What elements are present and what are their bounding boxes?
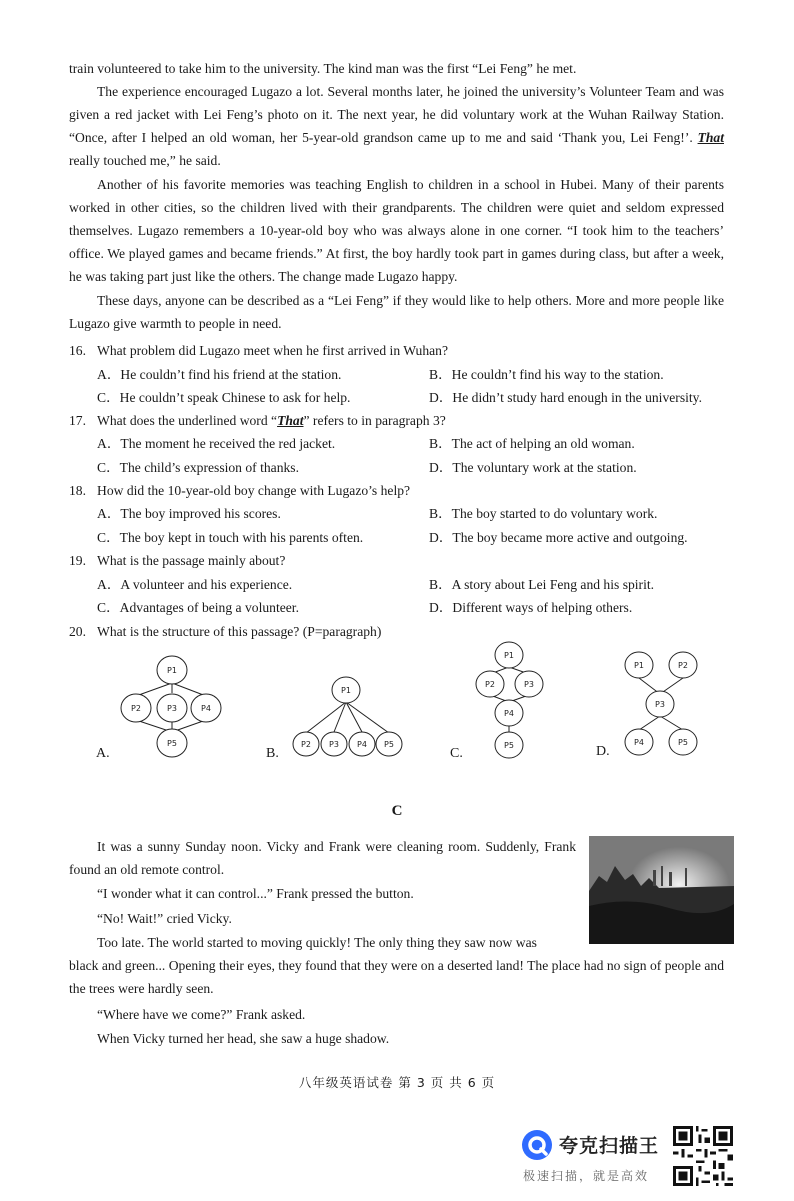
- paragraph-2: [69, 80, 724, 172]
- node-p3: P3: [524, 680, 534, 689]
- qr-code-icon: [673, 1126, 733, 1186]
- question-stem: How did the 10-year-old boy change with Lugazo’s help?: [97, 483, 411, 498]
- story-paragraph-3: “No! Wait!” cried Vicky.: [97, 911, 232, 926]
- question-number: 17.: [69, 413, 86, 428]
- question-number: 18.: [69, 483, 86, 498]
- story-photo: [589, 836, 734, 944]
- story-paragraph-4-cont: black and green... Opening their eyes, they found that they were on a deserted land! The place had no sign of people and the trees were hardly seen.: [69, 958, 724, 996]
- option-18-b[interactable]: B．The boy started to do voluntary work.: [429, 506, 658, 521]
- underlined-word-that: That: [697, 130, 724, 145]
- node-p3: P3: [329, 740, 339, 749]
- option-16-b[interactable]: B．He couldn’t find his way to the station.: [429, 367, 664, 382]
- story-paragraph-6: When Vicky turned her head, she saw a huge shadow.: [97, 1031, 390, 1046]
- node-p5: P5: [678, 738, 688, 747]
- node-p5: P5: [504, 741, 514, 750]
- option-19-d[interactable]: D．Different ways of helping others.: [429, 600, 633, 615]
- question-16: [69, 339, 448, 362]
- node-p2: P2: [301, 740, 311, 749]
- node-p2: P2: [678, 661, 688, 670]
- option-18-a[interactable]: A．The boy improved his scores.: [97, 506, 281, 521]
- node-p1: P1: [167, 666, 177, 675]
- section-title: C: [391, 803, 403, 819]
- diagram-c-label[interactable]: C.: [450, 746, 463, 761]
- node-p4: P4: [504, 709, 514, 718]
- node-p3: P3: [167, 704, 177, 713]
- option-17-a[interactable]: A．The moment he received the red jacket.: [97, 436, 336, 451]
- question-stem-pre: What does the underlined word “: [97, 413, 278, 428]
- option-18-d[interactable]: D．The boy became more active and outgoing.: [429, 530, 688, 545]
- paragraph-2-end: really touched me,” he said.: [69, 153, 221, 168]
- question-stem: What problem did Lugazo meet when he first arrived in Wuhan?: [97, 343, 449, 358]
- option-17-b[interactable]: B．The act of helping an old woman.: [429, 436, 635, 451]
- node-p4: P4: [634, 738, 644, 747]
- story-paragraph-1: It was a sunny Sunday noon. Vicky and Frank were cleaning room. Suddenly, Frank found an old remote control.: [69, 839, 576, 877]
- node-p5: P5: [167, 739, 177, 748]
- deserted-land-image: [589, 836, 734, 944]
- diagram-b-label[interactable]: B.: [266, 746, 279, 761]
- question-number: 16.: [69, 343, 86, 358]
- option-17-c[interactable]: C．The child’s expression of thanks.: [97, 460, 299, 475]
- passage-line: train volunteered to take him to the university. The kind man was the first “Lei Feng” he met.: [69, 61, 577, 76]
- paragraph-2-text: The experience encouraged Lugazo a lot. Several months later, he joined the university’s Volunteer Team and was given a red jacket with Lei Feng’s photo on it. The next year, he did voluntary work at the Wuhan Railway Station. “Once, after I helped an old woman, her 5-year-old grandson came up to me and said ‘Thank you, Lei Feng!’.: [69, 84, 724, 145]
- question-stem-word: That: [277, 413, 304, 428]
- option-19-a[interactable]: A．A volunteer and his experience.: [97, 577, 293, 592]
- story-paragraph-5: “Where have we come?” Frank asked.: [97, 1007, 306, 1022]
- question-stem: What is the passage mainly about?: [97, 553, 286, 568]
- diagram-a[interactable]: [115, 650, 230, 760]
- option-16-a[interactable]: A．He couldn’t find his friend at the station.: [97, 367, 342, 382]
- node-p1: P1: [634, 661, 644, 670]
- brand-slogan: 极速扫描，就是高效: [523, 1169, 650, 1183]
- question-number: 19.: [69, 553, 86, 568]
- option-16-d[interactable]: D．He didn’t study hard enough in the university.: [429, 390, 702, 405]
- diagram-b[interactable]: [285, 675, 410, 760]
- node-p2: P2: [131, 704, 141, 713]
- scanner-watermark: [521, 1127, 666, 1187]
- story-paragraph-2: “I wonder what it can control...” Frank pressed the button.: [97, 886, 414, 901]
- node-p4: P4: [201, 704, 211, 713]
- question-stem: What is the structure of this passage? (P=paragraph): [97, 624, 382, 639]
- diagram-c[interactable]: [468, 640, 553, 760]
- question-number: 20.: [69, 624, 86, 639]
- option-17-d[interactable]: D．The voluntary work at the station.: [429, 460, 637, 475]
- diagram-a-label[interactable]: A.: [96, 746, 110, 761]
- node-p1: P1: [341, 686, 351, 695]
- story-paragraph-4-start: Too late. The world started to moving quickly! The only thing they saw now was: [97, 935, 537, 950]
- diagram-d-label[interactable]: D.: [596, 744, 610, 759]
- node-p2: P2: [485, 680, 495, 689]
- question-19: [69, 549, 285, 572]
- question-17: [69, 409, 446, 432]
- page-footer: 八年级英语试卷 第 3 页 共 6 页: [298, 1075, 496, 1090]
- option-18-c[interactable]: C．The boy kept in touch with his parents often.: [97, 530, 364, 545]
- node-p1: P1: [504, 651, 514, 660]
- paragraph-3: Another of his favorite memories was teaching English to children in a school in Hubei. Many of their parents worked in other cities, so the children lived with their grandparents. The children were quiet and seldom expressed themselves. Lugazo remembers a 10-year-old boy who was always alone in one corner. “I took him to the teachers’ office. We played games and became friends.” At first, the boy hardly took part in games during class, but after a week, he was taking part just like the others. The change made Lugazo happy.: [69, 177, 724, 284]
- question-stem-post: ” refers to in paragraph 3?: [303, 413, 446, 428]
- node-p5: P5: [384, 740, 394, 749]
- paragraph-4: These days, anyone can be described as a “Lei Feng” if they would like to help others. More and more people like Lugazo give warmth to people in need.: [69, 293, 724, 331]
- question-20: [69, 620, 381, 643]
- option-16-c[interactable]: C．He couldn’t speak Chinese to ask for help.: [97, 390, 351, 405]
- question-18: [69, 479, 410, 502]
- node-p3: P3: [655, 700, 665, 709]
- option-19-b[interactable]: B．A story about Lei Feng and his spirit.: [429, 577, 655, 592]
- option-19-c[interactable]: C．Advantages of being a volunteer.: [97, 600, 299, 615]
- brand-name: 夸克扫描王: [559, 1135, 660, 1157]
- node-p4: P4: [357, 740, 367, 749]
- diagram-d[interactable]: [618, 648, 703, 760]
- quark-logo-icon: [521, 1129, 553, 1161]
